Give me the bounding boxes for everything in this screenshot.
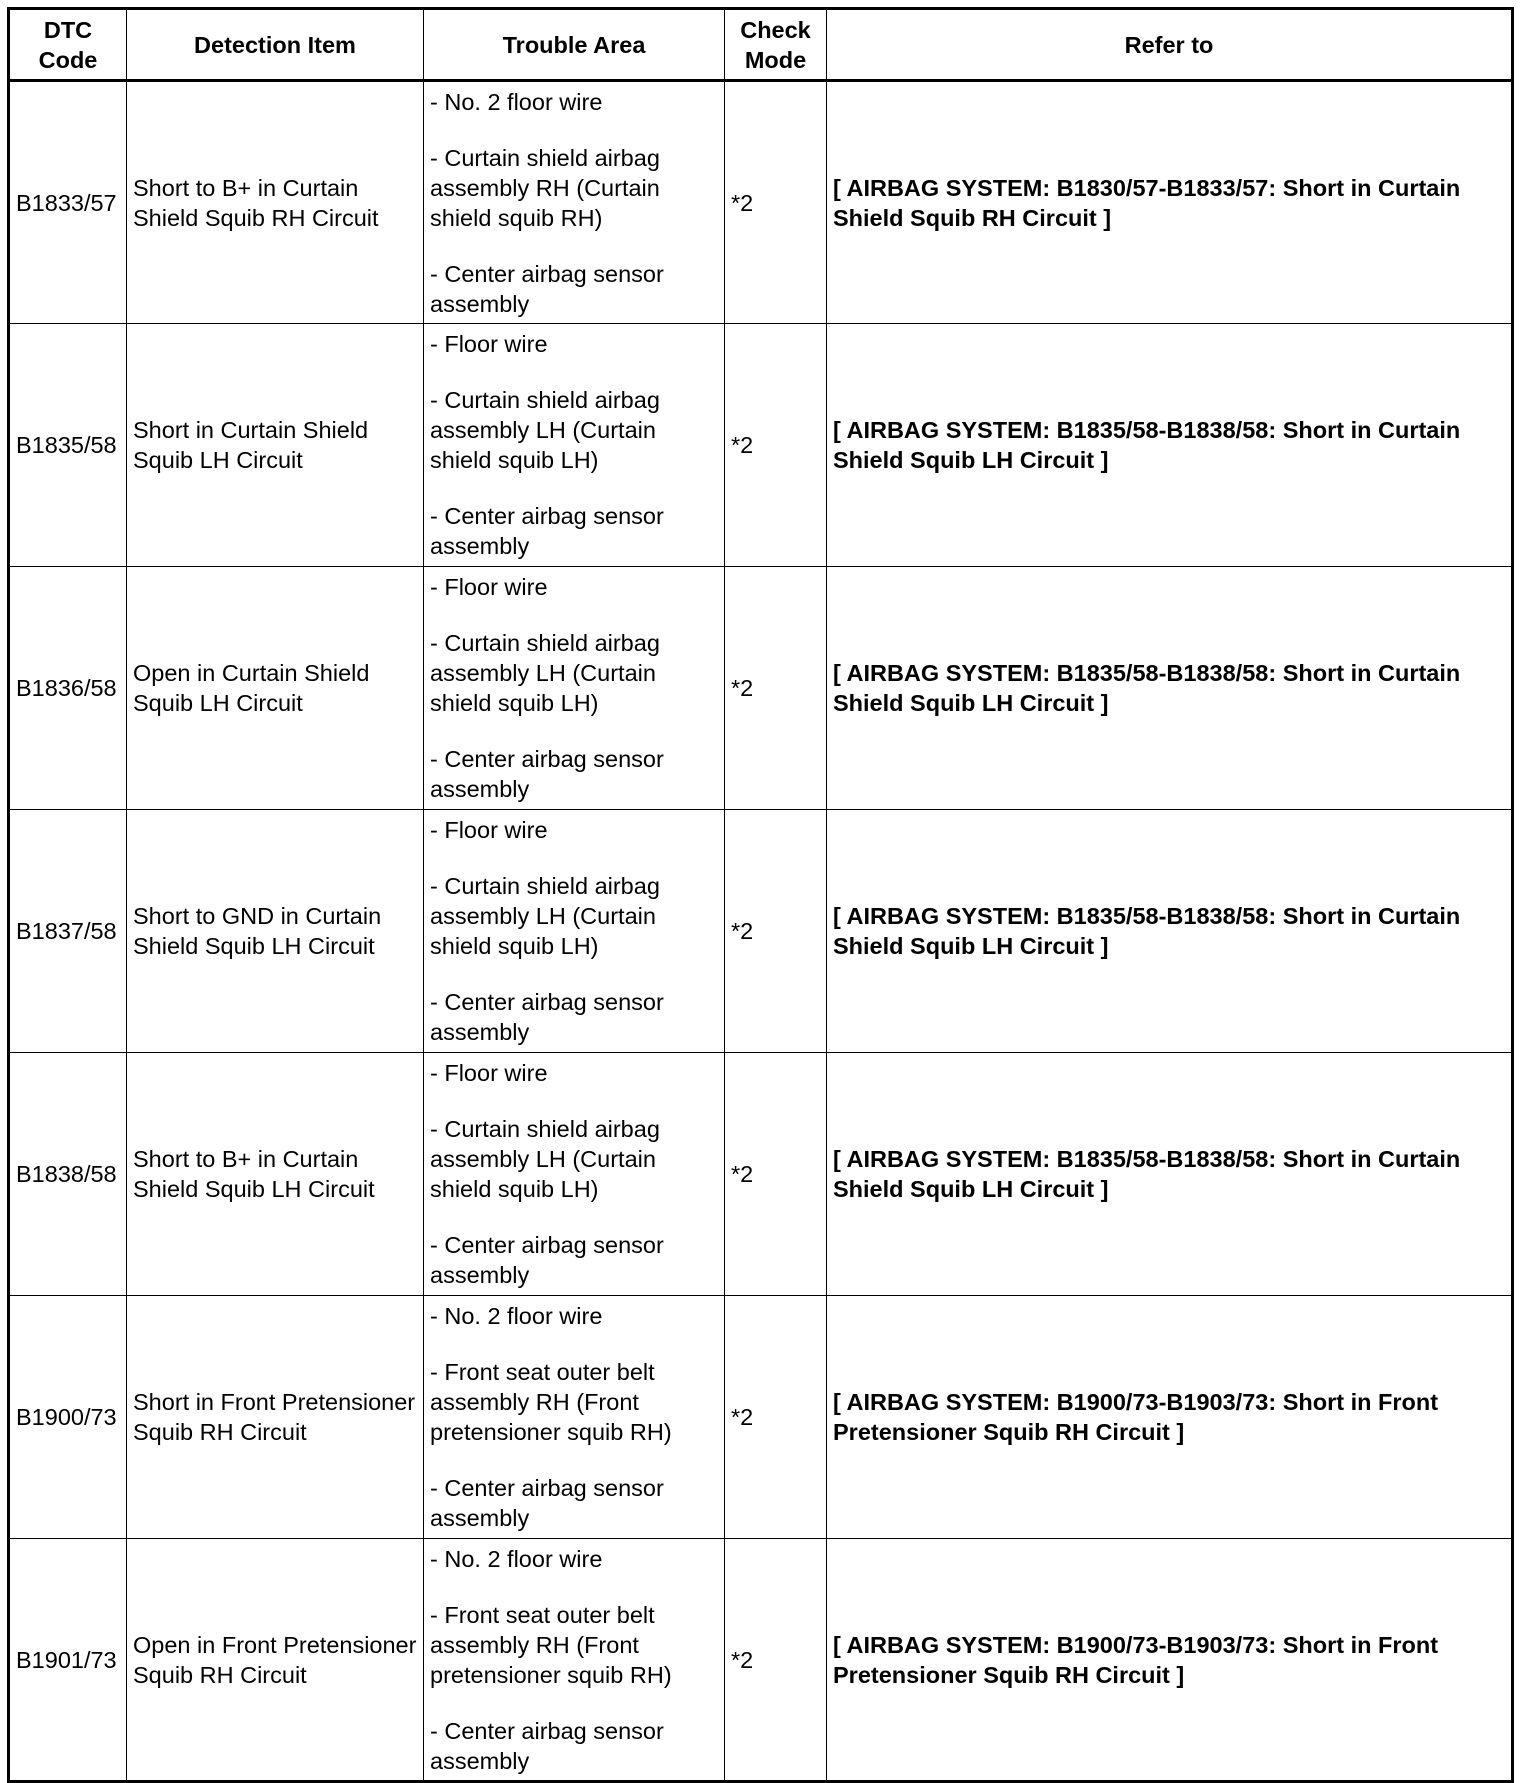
- header-refer-to: Refer to: [827, 9, 1513, 81]
- refer-to-link[interactable]: [ AIRBAG SYSTEM: B1900/73-B1903/73: Short in Front Pretensioner Squib RH Circuit ]: [827, 1296, 1513, 1539]
- refer-to-link[interactable]: [ AIRBAG SYSTEM: B1900/73-B1903/73: Short in Front Pretensioner Squib RH Circuit ]: [827, 1539, 1513, 1782]
- dtc-table: [7, 7, 1514, 1783]
- table-row: [9, 1053, 1513, 1296]
- trouble-area-cell: [424, 81, 725, 324]
- trouble-area-line: - No. 2 floor wire: [430, 1545, 603, 1572]
- refer-to-link[interactable]: [ AIRBAG SYSTEM: B1835/58-B1838/58: Short in Curtain Shield Squib LH Circuit ]: [827, 567, 1513, 810]
- trouble-area-line: - Floor wire: [430, 817, 548, 843]
- check-mode-cell: *2: [725, 81, 827, 324]
- trouble-area-line: - No. 2 floor wire: [430, 88, 603, 115]
- trouble-area-line: - Curtain shield airbag assembly LH (Curtain shield squib LH): [430, 387, 660, 473]
- trouble-area-line: - Floor wire: [430, 331, 548, 357]
- check-mode-cell: *2: [725, 1539, 827, 1782]
- header-dtc-code: DTC Code: [9, 9, 127, 81]
- header-trouble-area: Trouble Area: [424, 9, 725, 81]
- trouble-area-line: - Center airbag sensor assembly: [430, 989, 664, 1045]
- trouble-area-line: - Curtain shield airbag assembly LH (Curtain shield squib LH): [430, 873, 660, 959]
- trouble-area-line: - Center airbag sensor assembly: [430, 1717, 664, 1774]
- trouble-area-cell: [424, 1296, 725, 1539]
- table-row: [9, 81, 1513, 324]
- check-mode-cell: *2: [725, 567, 827, 810]
- table-header: [9, 9, 1513, 81]
- dtc-code-cell: B1835/58: [9, 324, 127, 567]
- dtc-code-cell: B1838/58: [9, 1053, 127, 1296]
- dtc-code-cell: B1836/58: [9, 567, 127, 810]
- detection-item-cell: Short to GND in Curtain Shield Squib LH Circuit: [127, 810, 424, 1053]
- detection-item-cell: Short in Front Pretensioner Squib RH Circuit: [127, 1296, 424, 1539]
- detection-item-cell: Open in Front Pretensioner Squib RH Circuit: [127, 1539, 424, 1782]
- trouble-area-cell: [424, 1053, 725, 1296]
- trouble-area-line: - Center airbag sensor assembly: [430, 746, 664, 802]
- table-row: [9, 567, 1513, 810]
- check-mode-cell: *2: [725, 1296, 827, 1539]
- refer-to-link[interactable]: [ AIRBAG SYSTEM: B1835/58-B1838/58: Short in Curtain Shield Squib LH Circuit ]: [827, 810, 1513, 1053]
- refer-to-link[interactable]: [ AIRBAG SYSTEM: B1835/58-B1838/58: Short in Curtain Shield Squib LH Circuit ]: [827, 1053, 1513, 1296]
- trouble-area-line: - Front seat outer belt assembly RH (Front pretensioner squib RH): [430, 1359, 672, 1445]
- trouble-area-line: - Center airbag sensor assembly: [430, 1475, 664, 1531]
- trouble-area-line: - Floor wire: [430, 574, 548, 600]
- trouble-area-line: - Center airbag sensor assembly: [430, 503, 664, 559]
- dtc-code-cell: B1837/58: [9, 810, 127, 1053]
- trouble-area-cell: [424, 324, 725, 567]
- detection-item-cell: Short in Curtain Shield Squib LH Circuit: [127, 324, 424, 567]
- trouble-area-line: - Center airbag sensor assembly: [430, 260, 664, 317]
- detection-item-cell: Open in Curtain Shield Squib LH Circuit: [127, 567, 424, 810]
- trouble-area-line: - No. 2 floor wire: [430, 1303, 603, 1329]
- trouble-area-cell: [424, 1539, 725, 1782]
- header-check-mode: Check Mode: [725, 9, 827, 81]
- trouble-area-line: - Center airbag sensor assembly: [430, 1232, 664, 1288]
- trouble-area-line: - Front seat outer belt assembly RH (Front pretensioner squib RH): [430, 1601, 672, 1688]
- refer-to-link[interactable]: [ AIRBAG SYSTEM: B1830/57-B1833/57: Short in Curtain Shield Squib RH Circuit ]: [827, 81, 1513, 324]
- table-row: [9, 1539, 1513, 1782]
- refer-to-link[interactable]: [ AIRBAG SYSTEM: B1835/58-B1838/58: Short in Curtain Shield Squib LH Circuit ]: [827, 324, 1513, 567]
- trouble-area-line: - Curtain shield airbag assembly RH (Curtain shield squib RH): [430, 144, 660, 231]
- check-mode-cell: *2: [725, 810, 827, 1053]
- detection-item-cell: Short to B+ in Curtain Shield Squib RH Circuit: [127, 81, 424, 324]
- dtc-code-cell: B1833/57: [9, 81, 127, 324]
- trouble-area-line: - Floor wire: [430, 1060, 548, 1086]
- table-body: [9, 81, 1513, 1782]
- header-detection-item: Detection Item: [127, 9, 424, 81]
- detection-item-cell: Short to B+ in Curtain Shield Squib LH Circuit: [127, 1053, 424, 1296]
- header-row: [9, 9, 1513, 81]
- table-row: [9, 324, 1513, 567]
- check-mode-cell: *2: [725, 1053, 827, 1296]
- check-mode-cell: *2: [725, 324, 827, 567]
- trouble-area-line: - Curtain shield airbag assembly LH (Curtain shield squib LH): [430, 1116, 660, 1202]
- trouble-area-line: - Curtain shield airbag assembly LH (Curtain shield squib LH): [430, 630, 660, 716]
- trouble-area-cell: [424, 567, 725, 810]
- trouble-area-cell: [424, 810, 725, 1053]
- dtc-code-cell: B1901/73: [9, 1539, 127, 1782]
- dtc-code-cell: B1900/73: [9, 1296, 127, 1539]
- table-row: [9, 810, 1513, 1053]
- table-row: [9, 1296, 1513, 1539]
